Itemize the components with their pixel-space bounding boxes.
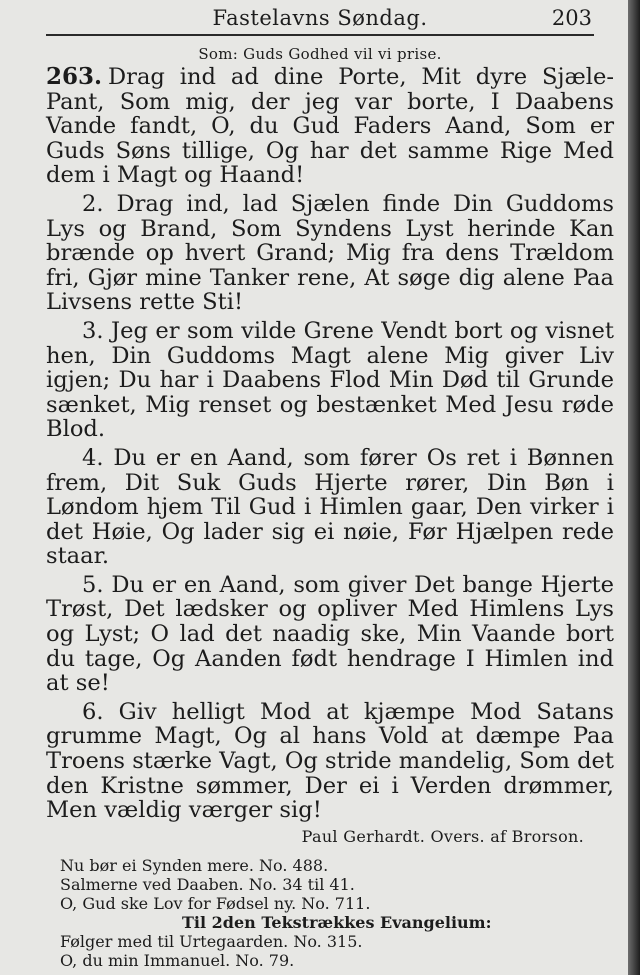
- hymn-verse-5: [46, 573, 614, 696]
- reference-list: [60, 856, 614, 970]
- verse-text: Du er en Aand, som fører Os ret i Bønnen frem, Dit Suk Guds Hjerte rører, Din Bøn i Løndom hjem Til Gud i Himlen gaar, Den virker i det Høie, Og lader sig ei nøie, Før Hjælpen rede staar.: [46, 444, 615, 570]
- attribution: Paul Gerhardt. Overs. af Brorson.: [301, 826, 584, 846]
- hymn-verse-4: [46, 446, 614, 569]
- melody-line: Som: Guds Godhed vil vi prise.: [198, 45, 442, 63]
- reference-item: O, du min Immanuel. No. 79.: [60, 950, 295, 970]
- running-title: Fastelavns Søndag.: [212, 6, 428, 30]
- hymn-verse-1: [46, 65, 614, 188]
- verse-text: Jeg er som vilde Grene Vendt bort og visnet hen, Din Guddoms Magt alene Mig giver Liv igjen; Du har i Daabens Flod Min Død til Grunde sænket, Mig renset og bestænket Med Jesu røde Blod.: [46, 317, 615, 443]
- verse-number: 6.: [82, 698, 104, 725]
- reference-item: Nu bør ei Synden mere. No. 488.: [60, 855, 329, 875]
- hymn-verse-3: [46, 319, 614, 442]
- reference-item: O, Gud ske Lov for Fødsel ny. No. 711.: [60, 893, 371, 913]
- verse-text: Drag ind, lad Sjælen finde Din Guddoms Lys og Brand, Som Syndens Lyst herinde Kan brænde op hvert Grand; Mig fra dens Trældom fri, Gjør mine Tanker rene, At søge dig alene Paa Livsens rette Sti!: [46, 190, 614, 316]
- verse-text: Drag ind ad dine Porte, Mit dyre Sjæle-Pant, Som mig, der jeg var borte, I Daabens Vande fandt, O, du Gud Faders Aand, Som er Guds Søns tillige, Og har det samme Rige Med dem i Magt og Haand!: [46, 64, 614, 189]
- gospel-section-title: Til 2den Tekstrækkes Evangelium:: [182, 912, 492, 932]
- reference-item: Følger med til Urtegaarden. No. 315.: [60, 931, 363, 951]
- reference-item: Salmerne ved Daaben. No. 34 til 41.: [60, 874, 355, 894]
- verse-text: Du er en Aand, som giver Det bange Hjerte Trøst, Det lædsker og opliver Med Himlens Lys og Lyst; O lad det naadig ske, Min Vaande bort du tage, Og Aanden født hendrage I Himlen ind at se!: [46, 571, 614, 697]
- verse-number: 2.: [82, 190, 104, 217]
- hymn-number: 263.: [46, 63, 103, 90]
- page-header: [46, 4, 594, 36]
- verse-text: Giv helligt Mod at kjæmpe Mod Satans grumme Magt, Og al hans Vold at dæmpe Paa Troens stærke Vagt, Og stride mandelig, Som det den Kristne sømmer, Der ei i Verden drømmer, Men vældig værger sig!: [46, 698, 615, 824]
- verse-number: 5.: [82, 571, 104, 598]
- book-page-edge: [628, 0, 640, 975]
- hymn-verse-6: [46, 700, 614, 823]
- hymn-verse-2: [46, 192, 614, 315]
- verse-number: 4.: [82, 444, 104, 471]
- page-number: 203: [551, 6, 592, 30]
- verse-number: 3.: [82, 317, 104, 344]
